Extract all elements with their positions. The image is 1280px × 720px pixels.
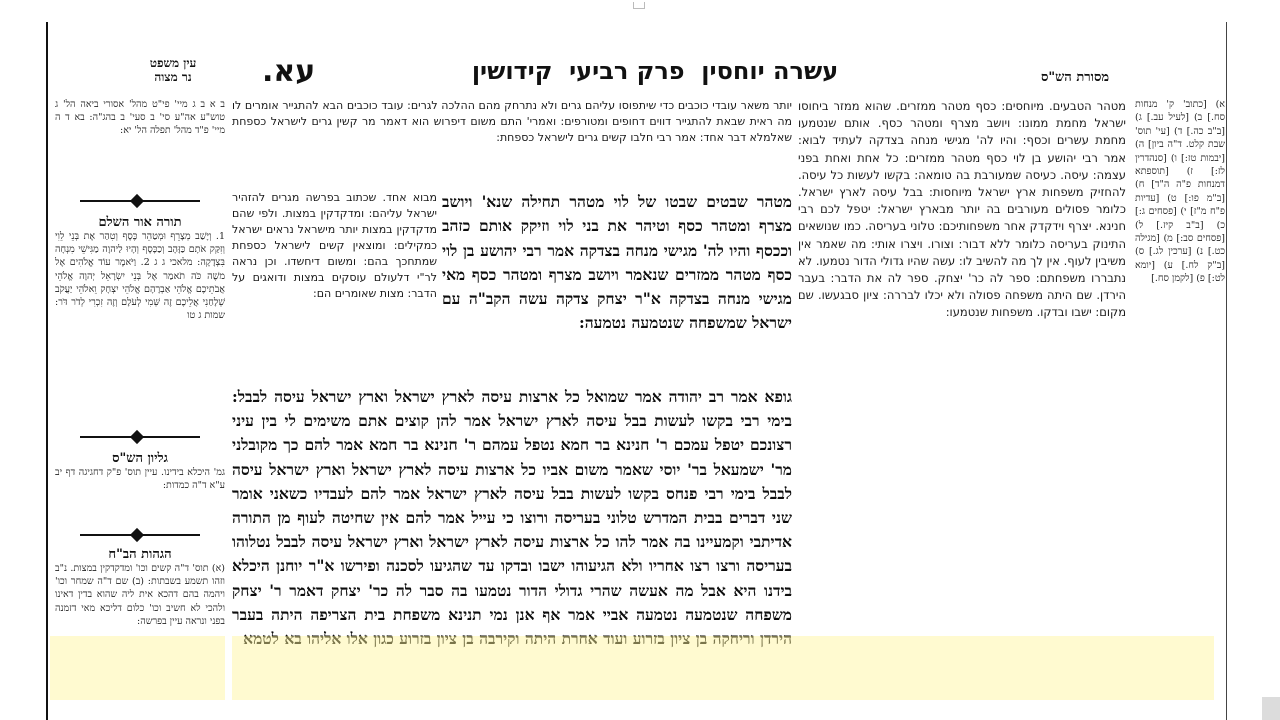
gemara-main-text — [442, 190, 792, 385]
gilyon-hashas-title: גליון הש"ס — [112, 451, 168, 466]
ein-mishpat-text: ב א ב ג מיי' פי"ט מהל' אסורי ביאה הל' ג טוש"ע אה"ע סי' ב סעי' ב בהג"ה: בא ד ה מיי' פ"ד מהל' תפלה הל' יא: — [55, 99, 225, 137]
hagahot-habach-section — [55, 546, 225, 716]
mesoret-hashas-heading: מסורת הש"ס — [1040, 70, 1110, 85]
torah-or-section — [55, 214, 225, 424]
divider-ornament — [80, 432, 200, 442]
gilyon-hashas-section — [55, 450, 225, 522]
divider-ornament — [80, 530, 200, 540]
hagahot-habach-title: הגהות הב"ח — [108, 547, 172, 562]
ein-mishpat-heading: עין משפט נר מצוה — [149, 56, 197, 84]
folio-number: עא. — [262, 54, 316, 89]
torah-or-text: 1. וְיָשַׁב מְצָרֵף וּמְטַהֵר כֶּסֶף וְטִהַר אֶת בְּנֵי לֵוִי וְזִקַּק אֹתָם כַּזָּהָב וְכַכָּסֶף וְהָיוּ לַיהוָה מַגִּישֵׁי מִנְחָה בִּצְדָקָה: מלאכי ג ג 2. וַיֹּאמֶר עוֹד אֱלֹהִים אֶל משֶׁה כֹּה תֹאמַר אֶל בְּנֵי יִשְׂרָאֵל יְהוָה אֱלֹהֵי אֲבֹתֵיכֶם אֱלֹהֵי אַבְרָהָם אֱלֹהֵי יִצְחָק וֵאלֹהֵי יַעֲקֹב שְׁלָחַנִי אֲלֵיכֶם זֶה שְּׁמִי לְעֹלָם וְזֶה זִכְרִי לְדֹר דֹּר: שמות ג טו — [55, 231, 225, 322]
gilyon-hashas-text: גמ' היכלא בידינו. עיין תוס' פ"ק דחגיגה דף יב ע"א ד"ה כמדות: — [55, 467, 225, 492]
gemara-wide-text: גופא אמר רב יהודה אמר שמואל כל ארצות עיסה לארץ ישראל וארץ ישראל עיסה לבבל: בימי רבי בקשו לעשות בבל עיסה לארץ ישראל אמר להן קוצים אתם משימים לי בין עיני רצונכם יטפל עמכם ר' חנינא בר חמא נטפל עמהם ר' חנינא בר חמא אמר להם כך מקובלני מר' ישמעאל בר' יוסי שאמר משום אביו כל ארצות עיסה לארץ ישראל וארץ ישראל עיסה לבבל בימי רבי פנחס בקשו לעשות בבל עיסה לארץ ישראל אמר להם לעבדיו כשאני אומר שני דברים בבית המדרש טלוני בעריסה ורוצו כי עייל אמר להם אין שחיטה לעוף מן התורה אדיתבי וקמעיינו בה אמר להו כל ארצות עיסה לארץ ישראל וארץ ישראל עיסה לבבל נטלוהו בעריסה ורצו רצו אחריו ולא הגיעוהו ישבו ובדקו עד שהגיעו לסכנה ופירשו א"ר יוחנן היכלא בידנו היא אבל מה אעשה שהרי גדולי הדור נטמעו בה סבר לה כר' יצחק דאמר ר' יצחק משפחה שנטמעה נטמעה אביי אמר אף אנן נמי תנינא משפחת בית הצריפה היתה בעבר הירדן וריחקה בן ציון בזרוע ועוד אחרת היתה וקירבה בן ציון בזרוע כגון אלו אליהו בא לטמא — [232, 387, 792, 649]
tosafot-side-text: מבוא אחד. שכתוב בפרשה מגרים להזהיר ישראל עליהם: ומדקדקין במצות. ולפי שהם מדקדקין במצות יותר מישראל נראים ישראל כמקילים: ומוצאין קשים לישראל כספחת שמתחכך בהם: ומשום דיחשדו. וכן נראה לר"י דלעולם עוסקים במצות ודואגים על הדבר: מצות שאומרים הם: — [232, 191, 437, 300]
gemara-top-text: מטהר שבטים שבטו של לוי מטהר תחילה שנא' ויושב מצרף ומטהר כסף וטיהר את בני לוי וזיקק אותם כזהב וככסף והיו לה' מגישי מנחה בצדקה אמר רבי יהושע בן לוי כסף מטהר ממזרים שנאמר ויושב מצרף ומטהר כסף מאי מגישי מנחה בצדקה א"ר יצחק צדקה עשה הקב"ה עם ישראל שמשפחה שנטמעה נטמעה: — [442, 192, 792, 333]
rashi-commentary — [798, 98, 1126, 718]
divider-ornament — [80, 196, 200, 206]
ein-mishpat-section — [55, 98, 225, 186]
top-edge-mark — [633, 2, 645, 9]
mesoret-hashas-column — [1135, 98, 1225, 718]
hagahot-habach-text: (א) תוס' ד"ה קשים וכו' ומדקדקין במצות. נ"ב וזהו תשמע בשבתות: (ב) שם ד"ה שמחר וכו' ויהמה בהם דהכא אית ליה שהוא בדין דאינו ולהכי לא חשיב וכו' כלום דליכא מאי דזמנה בפני ונראה עיין בפרשה: — [55, 563, 225, 627]
left-page-edge — [46, 22, 48, 720]
tosafot-side — [232, 190, 437, 380]
gemara-wide-text-block — [232, 385, 792, 720]
torah-or-title: תורה אור השלם — [98, 215, 182, 230]
page-header — [0, 52, 1280, 92]
mesoret-hashas-text: א) [כתוב' ק' מנחות סח.] ב) [לעיל עב.] ג) [ב"ב כה.] ד) [עי' תוס' שבת קלט. ד"ה ביון] ה) [יבמות טז:] ו) [סנהדרין לז:] ז) [תוספתא דמנחות פ"ה ה"ד] ח) [ב"מ פו:] ט) [עדיות פ"ח מ"ז] י) [פסחים ג:] כ) [ב"ב קיז.] ל) [פסחים סב:] מ) [מגילה כט.] נ) [ערכין לג.] ס) [ב"ק לח.] ע) [יומא לט:] פ) [לקמן סח.] — [1135, 99, 1225, 285]
page-title: עשרה יוחסין פרק רביעי קידושין — [471, 57, 839, 85]
tosafot-top-text: יותר משאר עובדי כוכבים כדי שיתפוסו עליהם גרים ולא נתרחק מהם ההלכה לגרים: עובד כוכבים הבא להתגייר אומרים לו מה ראית שבאת להתגייר דווים דחופים ומטורפים: ואמרי' התם משום דיפרוש הוא דאמר מר קשין גרים לישראל כספחת שאלמלא דבר אחד: אמר רבי חלבו קשים גרים לישראל כספחת: — [232, 99, 792, 144]
tosafot-top — [232, 98, 792, 180]
rashi-text: מטהר הטבעים. מיוחסים: כסף מטהר ממזרים. שהוא ממזר ביחוסו ישראל מחמת ממונו: ויושב מצרף ומטהר כסף. אותם שנטמעו מחמת עשרים וכסף: והיו לה' מגישי מנחה בצדקה לעתיד לבוא: אמר רבי יהושע בן לוי כסף מטהר ממזרים: כל אחת ואחת בפני עצמה: עיסה. כעיסה שמעורבת בה טומאה: בקשו לעשות כל עיסה. להחזיק משפחות ארץ ישראל מיוחסות: בבל עיסה לארץ ישראל. כלומר פסולים מעורבים בה יותר מבארץ ישראל: יטפל לכם רבי חנינא. יצרף וידקדק אחר משפחותיכם: טלוני בעריסה. כמו שנושאים התינוק בעריסה כלומר ללא דבור: וצורו. ויצרו אותי: מה שאמר אין משיבין לעוף. אין לך מה להשיב לו: עשה שהיו גדולי הדור נטמעו. לא נתבררו משפחתם: ספר לה כר' יצחק. ספר לה את הדבר: בעבר הירדן. שם היתה משפחה פסולה ולא יכלו לבררה: ציון סבגעשו. שם מקום: ישבו ובדקו. משפחות שנטמעו: — [798, 99, 1126, 320]
scroll-corner — [1262, 697, 1280, 720]
right-column-rule — [1226, 22, 1227, 720]
